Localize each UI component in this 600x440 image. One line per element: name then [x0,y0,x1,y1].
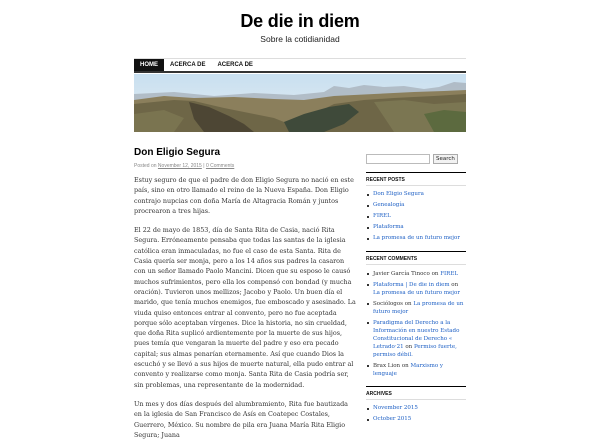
comment-author: Javier García Tinoco [373,270,430,277]
comment-on: on [431,270,439,277]
comment-author: Brax Lion [373,362,401,369]
comment-author-link[interactable]: Plataforma | De die in diem [373,281,450,288]
list-item [366,414,466,425]
comment-post-link[interactable]: Marxismo y lenguaje [373,362,444,377]
list-item [366,360,466,379]
widget-title: ARCHIVES [366,386,466,400]
comment-author-link[interactable]: Paradigma del Derecho a la Información en nuestro Estado Constitucional de Derecho « Letrado·21 [373,319,460,350]
post-meta [134,163,356,170]
recent-post-link[interactable]: Genealogía [373,202,405,208]
comment-on: on [451,281,459,288]
comment-on: on [405,343,413,350]
comment-author: Sociólogos [373,300,403,307]
recent-comments-widget [366,251,466,379]
post-body [134,175,356,440]
recent-post-link[interactable]: FIREL [373,213,391,219]
recent-post-link[interactable]: Plataforma [373,224,404,230]
page-wrapper [134,0,466,440]
comment-post-link[interactable]: La promesa de un futuro mejor [373,289,460,296]
meta-separator: | [203,163,205,169]
list-item [366,279,466,298]
recent-posts-widget [366,172,466,244]
header-image [134,74,466,132]
sidebar [366,146,466,440]
post-paragraph: Estuy seguro de que el padre de don Eligio Segura no nació en este país, sino en otro llamado el reino de la Nueva España. Don Eligio contrajo nupcias con doña María de Altagracia Román y juntos procrearon a tres hijas. [134,176,354,215]
search-button[interactable]: Search [433,154,458,164]
archive-link[interactable]: October 2015 [373,416,412,422]
search-input[interactable] [366,154,430,164]
site-description: Sobre la cotidianidad [260,34,340,44]
list-item [366,268,466,279]
nav-item-home[interactable]: HOME [134,59,164,71]
list-item [366,298,466,317]
post-date-link[interactable]: November 12, 2015 [157,163,202,169]
comment-on: on [404,300,412,307]
list-item [366,222,466,233]
widget-title: RECENT COMMENTS [366,251,466,265]
main-column [134,146,356,440]
comments-link[interactable]: 0 Comments [205,163,235,169]
comment-post-link[interactable]: La promesa de un futuro mejor [373,300,464,315]
archives-widget [366,386,466,425]
post-paragraph: Un mes y dos días después del alumbramiento, Rita fue bautizada en la iglesia de San Francisco de Asís en Coatepec Costales, Guerrero, México. Su nombre de pila era Juana María Rita Eligio Segura; Juana [134,399,348,439]
site-title[interactable]: De die in diem [240,11,360,31]
recent-post-link[interactable]: Don Eligio Segura [373,191,424,197]
post-paragraph: El 22 de mayo de 1853, día de Santa Rita de Casia, nació Rita Segura. Erróneamente pensaba que todas las santas de la iglesia católica eran inmaculadas, no fue el caso de esta Santa. Rita de Casia quería ser monja, pero a los 14 años sus padres la casaron con un señor llamado Paolo Mancini. Dicen que su esposo le causó muchos sufrimientos, pero ella los compensó con bondad (y mucha oración). Tuvieron unos mellizos; Jacobo y Paolo. Un buen día el marido, que tenía muchos enemigos, fue emboscado y asesinado. La viuda quiso entonces entrar al convento, pero no fue aceptada porque sólo aceptaban vírgenes. Dice la historia, no sin crueldad, que doña Rita suplicó ardientemente por la muerte de sus hijos, pues temía que vengaran la muerte del padre y eso era pecado capital; sus almas penarían eternamente. Así que cuando Dios la escuchó y se llevó a sus hijos de muerte natural, ella pudo entrar al convento y realizarse como monja. Santa Rita de Casia podría ser, sin problemas, una representante de la modernidad. [134,226,356,389]
content-area [134,146,466,440]
widget-title: RECENT POSTS [366,172,466,186]
posted-on-label: Posted on [134,163,157,169]
comment-post-link[interactable]: Permiso fuerte, permiso débil. [373,343,457,358]
list-item [366,317,466,360]
search-form [366,154,466,164]
list-item [366,403,466,414]
list-item [366,211,466,222]
nav-item-acerca-de-2[interactable]: ACERCA DE [217,62,253,68]
main-nav [134,58,466,73]
list-item [366,200,466,211]
list-item [366,233,466,244]
comment-on: on [401,362,409,369]
comment-post-link[interactable]: FIREL [440,270,458,277]
recent-post-link[interactable]: La promesa de un futuro mejor [373,235,460,241]
post-title[interactable]: Don Eligio Segura [134,147,221,158]
list-item [366,189,466,200]
nav-item-acerca-de[interactable]: ACERCA DE [170,62,206,68]
archive-link[interactable]: November 2015 [373,405,418,411]
landscape-image [134,74,466,132]
